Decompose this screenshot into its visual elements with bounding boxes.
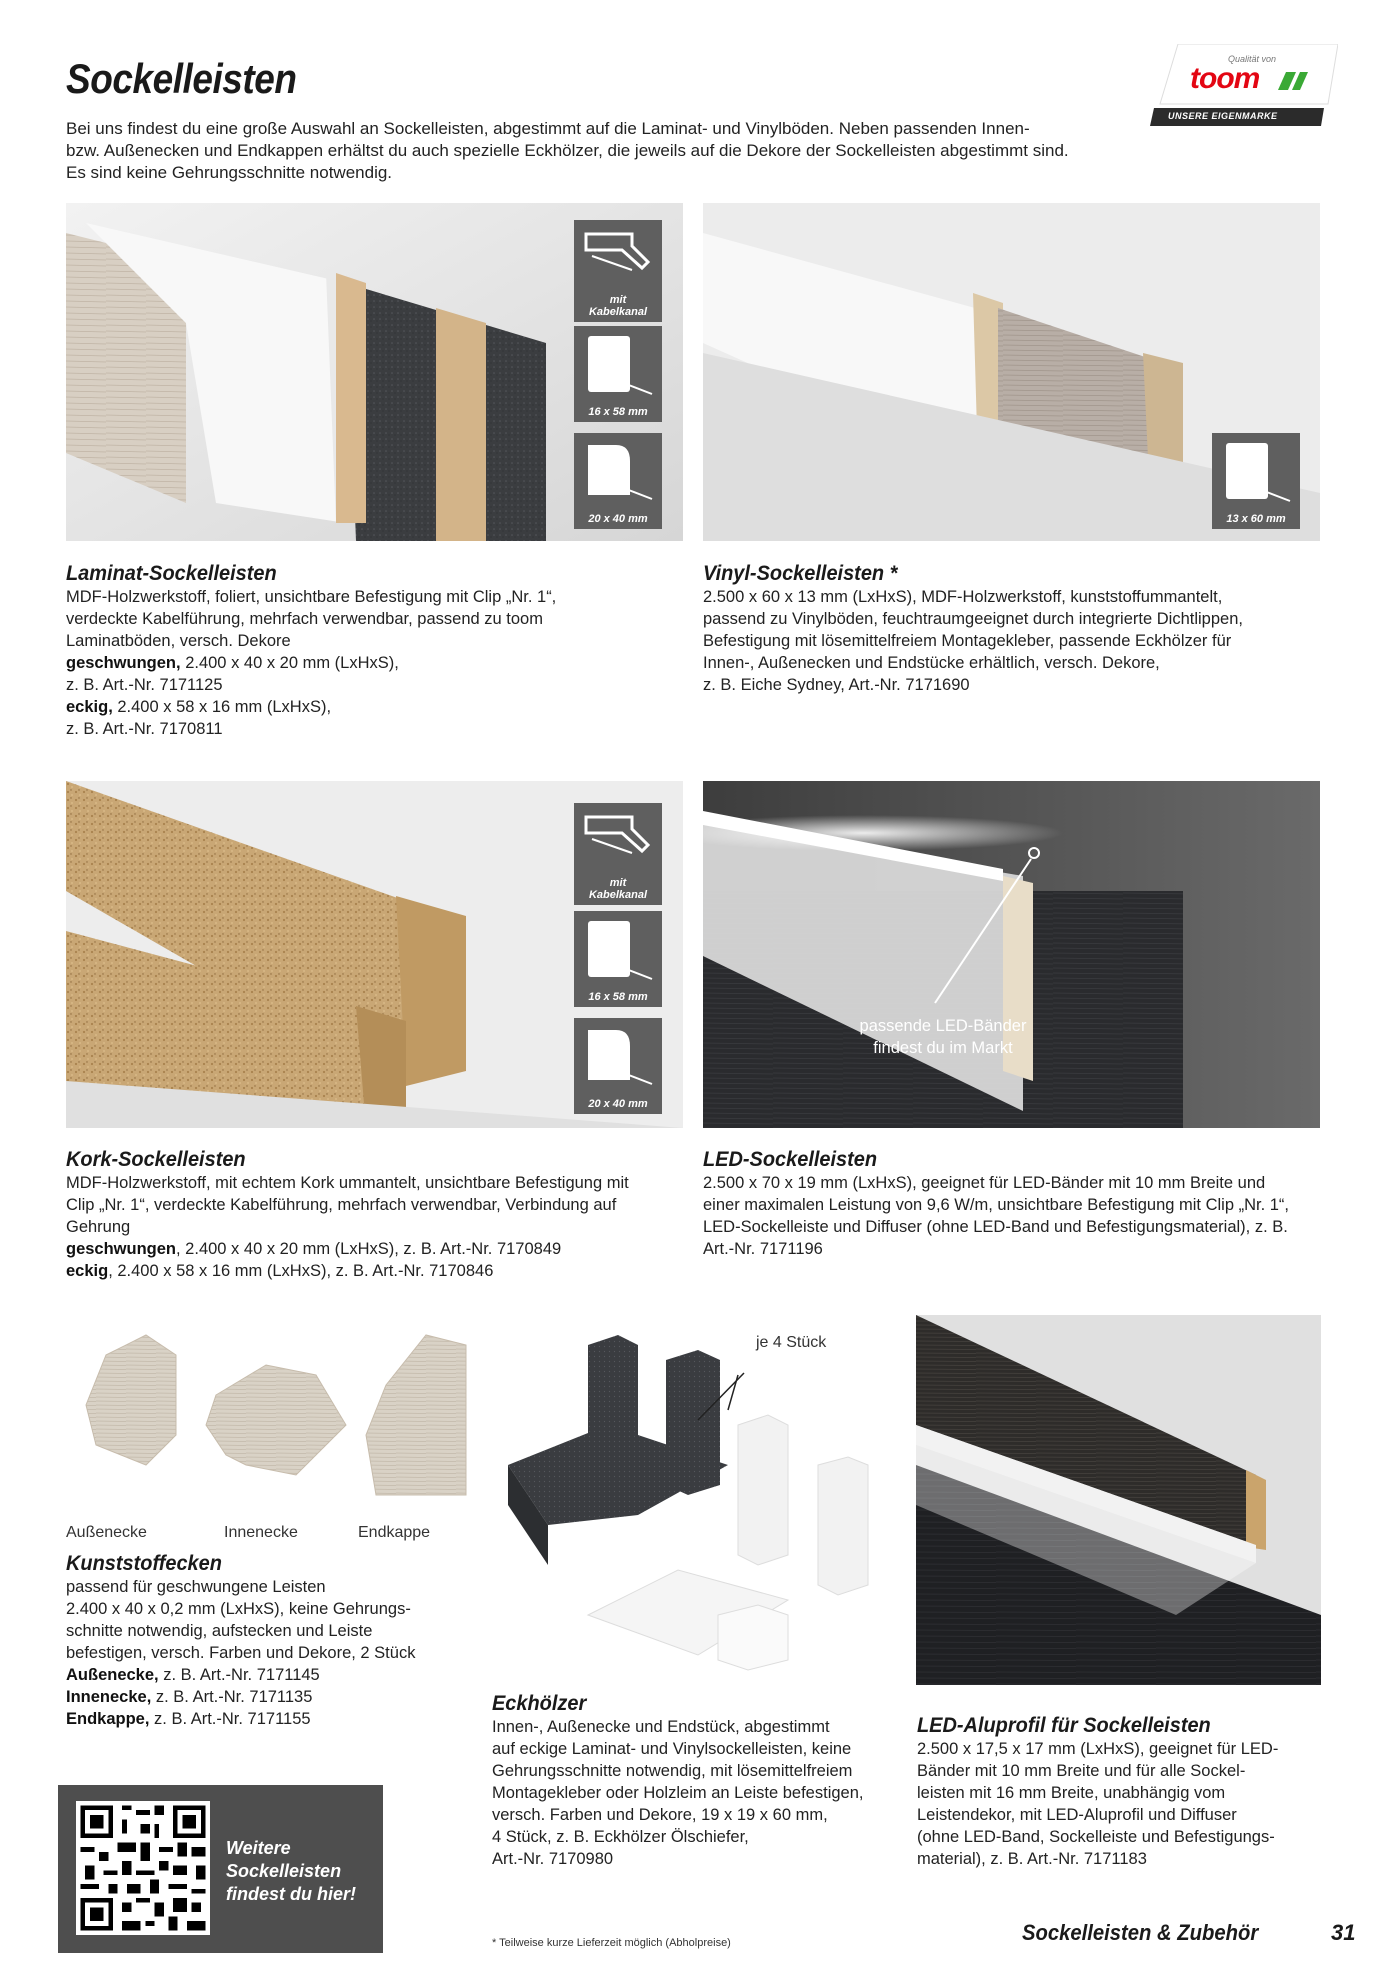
qr-promo-text	[226, 1837, 356, 1906]
eckhoelzer-text	[492, 1692, 892, 1870]
logo-tagline: Qualität von	[1228, 54, 1277, 64]
desc-line: Innen-, Außenecken und Endstücke erhältlich, versch. Dekore,	[703, 654, 1160, 672]
vinyl-text	[703, 562, 1323, 696]
vinyl-title: Vinyl-Sockelleisten *	[703, 562, 898, 585]
variant-line	[66, 1664, 466, 1686]
desc-line: Art.-Nr. 7170980	[492, 1850, 614, 1868]
desc-line: 2.500 x 70 x 19 mm (LxHxS), geeignet für LED-Bänder mit 10 mm Breite und	[703, 1174, 1266, 1192]
footer-note: * Teilweise kurze Lieferzeit möglich (Abholpreise)	[492, 1937, 731, 1949]
variant-text: , 2.400 x 58 x 16 mm (LxHxS), z. B. Art.-Nr. 7170846	[108, 1262, 494, 1280]
led-callout-line	[703, 781, 1320, 1128]
desc-line: einer maximalen Leistung von 9,6 W/m, unsichtbare Befestigung mit Clip „Nr. 1“,	[703, 1196, 1290, 1214]
led-text	[703, 1148, 1328, 1260]
desc-line: Innen-, Außenecke und Endstück, abgestimmt	[492, 1718, 830, 1736]
variant-line	[66, 652, 676, 674]
desc-line: schnitte notwendig, aufstecken und Leiste	[66, 1622, 373, 1640]
desc-line: Bänder mit 10 mm Breite und für alle Sockel-	[917, 1762, 1246, 1780]
laminat-title: Laminat-Sockelleisten	[66, 562, 277, 585]
variant-label: eckig,	[66, 698, 113, 716]
toom-logo	[1148, 44, 1338, 128]
label-endkappe: Endkappe	[358, 1524, 431, 1541]
badge-cable-line1: mit	[609, 294, 627, 306]
badge-cable-line1: mit	[609, 877, 627, 889]
vinyl-photo	[703, 203, 1320, 541]
variant-line	[66, 1686, 466, 1708]
badge-size-text: 20 x 40 mm	[588, 513, 648, 525]
variant-label: Außenecke,	[66, 1666, 159, 1684]
badge-20x40	[574, 433, 662, 529]
desc-line: Laminatböden, versch. Dekore	[66, 632, 291, 650]
label-innenecke: Innenecke	[224, 1524, 298, 1541]
desc-line: Montagekleber oder Holzleim an Leiste befestigen,	[492, 1784, 864, 1802]
badge-size-text: 16 x 58 mm	[588, 991, 648, 1003]
desc-line: MDF-Holzwerkstoff, mit echtem Kork ummantelt, unsichtbare Befestigung mit	[66, 1174, 629, 1192]
article-number: z. B. Art.-Nr. 7171125	[66, 676, 223, 694]
intro-text	[66, 118, 1076, 184]
badge-cable-line2: Kabelkanal	[588, 889, 648, 901]
cable-profile-icon	[582, 809, 654, 857]
variant-label: Endkappe,	[66, 1710, 150, 1728]
desc-line: Gehrung	[66, 1218, 131, 1236]
kork-title: Kork-Sockelleisten	[66, 1148, 246, 1171]
page-number: 31	[1331, 1920, 1356, 1945]
variant-label: eckig	[66, 1262, 109, 1280]
callout-line: passende LED-Bänder	[859, 1017, 1027, 1035]
led-callout-text	[823, 1015, 1063, 1059]
label-aussenecke: Außenecke	[66, 1524, 147, 1541]
variant-label: geschwungen,	[66, 654, 181, 672]
intro-line: Es sind keine Gehrungsschnitte notwendig.	[66, 163, 393, 182]
badge-cable	[574, 803, 662, 905]
desc-line: Gehrungsschnitte notwendig, mit lösemittelfreiem	[492, 1762, 853, 1780]
desc-line: (ohne LED-Band, Sockelleiste und Befestigungs-	[917, 1828, 1275, 1846]
laminat-photo	[66, 203, 683, 541]
desc-line: MDF-Holzwerkstoff, foliert, unsichtbare Befestigung mit Clip „Nr. 1“,	[66, 588, 557, 606]
desc-line: 2.500 x 60 x 13 mm (LxHxS), MDF-Holzwerkstoff, kunststoffummantelt,	[703, 588, 1223, 606]
badge-size-text: 13 x 60 mm	[1226, 513, 1286, 525]
laminat-text	[66, 562, 676, 740]
desc-line: verdeckte Kabelführung, mehrfach verwendbar, passend zu toom	[66, 610, 543, 628]
variant-line	[66, 1708, 466, 1730]
badge-size-text: 20 x 40 mm	[588, 1098, 648, 1110]
variant-text: 2.400 x 58 x 16 mm (LxHxS),	[112, 698, 332, 716]
qr-promo-box[interactable]	[58, 1785, 383, 1953]
desc-line: passend zu Vinylböden, feuchtraumgeeignet durch integrierte Dichtlippen,	[703, 610, 1243, 628]
eckhoelzer-title: Eckhölzer	[492, 1692, 587, 1715]
logo-roof-icon	[1274, 70, 1308, 95]
square-profile-icon	[582, 332, 654, 398]
badge-cable	[574, 220, 662, 322]
page-title: Sockelleisten	[66, 55, 297, 102]
qr-code[interactable]	[76, 1801, 210, 1935]
aluprofil-text	[917, 1714, 1317, 1870]
variant-text: z. B. Art.-Nr. 7171155	[149, 1710, 311, 1728]
curved-profile-icon	[582, 1024, 654, 1090]
variant-line	[66, 1238, 686, 1260]
desc-line: Art.-Nr. 7171196	[703, 1240, 823, 1258]
badge-16x58	[574, 326, 662, 422]
callout-line: findest du im Markt	[873, 1039, 1013, 1057]
intro-line: bzw. Außenecken und Endkappen erhältst du auch spezielle Eckhölzer, die jeweils auf die Dekore der Sockelleisten abgestimmt sind.	[66, 141, 1069, 160]
desc-line: leisten mit 16 mm Breite, unabhängig vom	[917, 1784, 1226, 1802]
eckhoelzer-callout: je 4 Stück	[756, 1334, 827, 1351]
badge-cable-line2: Kabelkanal	[588, 306, 648, 318]
desc-line: z. B. Eiche Sydney, Art.-Nr. 7171690	[703, 676, 970, 694]
logo-brand: toom	[1190, 62, 1260, 95]
aluprofil-title: LED-Aluprofil für Sockelleisten	[917, 1714, 1211, 1737]
eckhoelzer-photo	[488, 1315, 898, 1685]
cable-profile-icon	[582, 226, 654, 274]
desc-line: material), z. B. Art.-Nr. 7171183	[917, 1850, 1147, 1868]
kunststoff-photo	[66, 1315, 476, 1515]
variant-text: z. B. Art.-Nr. 7171135	[151, 1688, 313, 1706]
desc-line: 2.400 x 40 x 0,2 mm (LxHxS), keine Gehrungs-	[66, 1600, 411, 1618]
article-number: z. B. Art.-Nr. 7170811	[66, 720, 223, 738]
desc-line: 4 Stück, z. B. Eckhölzer Ölschiefer,	[492, 1828, 749, 1846]
led-photo	[703, 781, 1320, 1128]
variant-text: 2.400 x 40 x 20 mm (LxHxS),	[180, 654, 399, 672]
square-profile-icon	[1220, 439, 1292, 505]
desc-line: befestigen, versch. Farben und Dekore, 2 Stück	[66, 1644, 416, 1662]
intro-line: Bei uns findest du eine große Auswahl an Sockelleisten, abgestimmt auf die Laminat- und Vinylböden. Neben passenden Innen-	[66, 119, 1030, 138]
badge-16x58	[574, 911, 662, 1007]
variant-line	[66, 696, 676, 718]
kunststoff-text	[66, 1552, 466, 1730]
desc-line: 2.500 x 17,5 x 17 mm (LxHxS), geeignet für LED-	[917, 1740, 1279, 1758]
curved-profile-icon	[582, 439, 654, 505]
desc-line: Befestigung mit lösemittelfreiem Montagekleber, passende Eckhölzer für	[703, 632, 1232, 650]
footer-section-title: Sockelleisten & Zubehör	[1022, 1920, 1259, 1945]
desc-line: Clip „Nr. 1“, verdeckte Kabelführung, mehrfach verwendbar, Verbindung auf	[66, 1196, 617, 1214]
kunststoff-title: Kunststoffecken	[66, 1552, 222, 1575]
desc-line: Leistendekor, mit LED-Aluprofil und Diffuser	[917, 1806, 1237, 1824]
led-title: LED-Sockelleisten	[703, 1148, 878, 1171]
logo-subline: UNSERE EIGENMARKE	[1168, 111, 1278, 121]
desc-line: passend für geschwungene Leisten	[66, 1578, 326, 1596]
qr-line: findest du hier!	[226, 1884, 356, 1904]
qr-line: Sockelleisten	[226, 1861, 342, 1881]
aluprofil-photo	[916, 1315, 1321, 1685]
desc-line: versch. Farben und Dekore, 19 x 19 x 60 mm,	[492, 1806, 828, 1824]
badge-20x40	[574, 1018, 662, 1114]
square-profile-icon	[582, 917, 654, 983]
variant-text: z. B. Art.-Nr. 7171145	[158, 1666, 320, 1684]
desc-line: auf eckige Laminat- und Vinylsockelleisten, keine	[492, 1740, 852, 1758]
kork-text	[66, 1148, 686, 1282]
variant-text: , 2.400 x 40 x 20 mm (LxHxS), z. B. Art.-Nr. 7170849	[176, 1240, 562, 1258]
qr-line: Weitere	[226, 1838, 291, 1858]
desc-line: LED-Sockelleiste und Diffuser (ohne LED-Band und Befestigungsmaterial), z. B.	[703, 1218, 1288, 1236]
variant-label: geschwungen	[66, 1240, 177, 1258]
badge-13x60	[1212, 433, 1300, 529]
variant-line	[66, 1260, 686, 1282]
variant-label: Innenecke,	[66, 1688, 152, 1706]
kork-photo	[66, 781, 683, 1128]
badge-size-text: 16 x 58 mm	[588, 406, 648, 418]
